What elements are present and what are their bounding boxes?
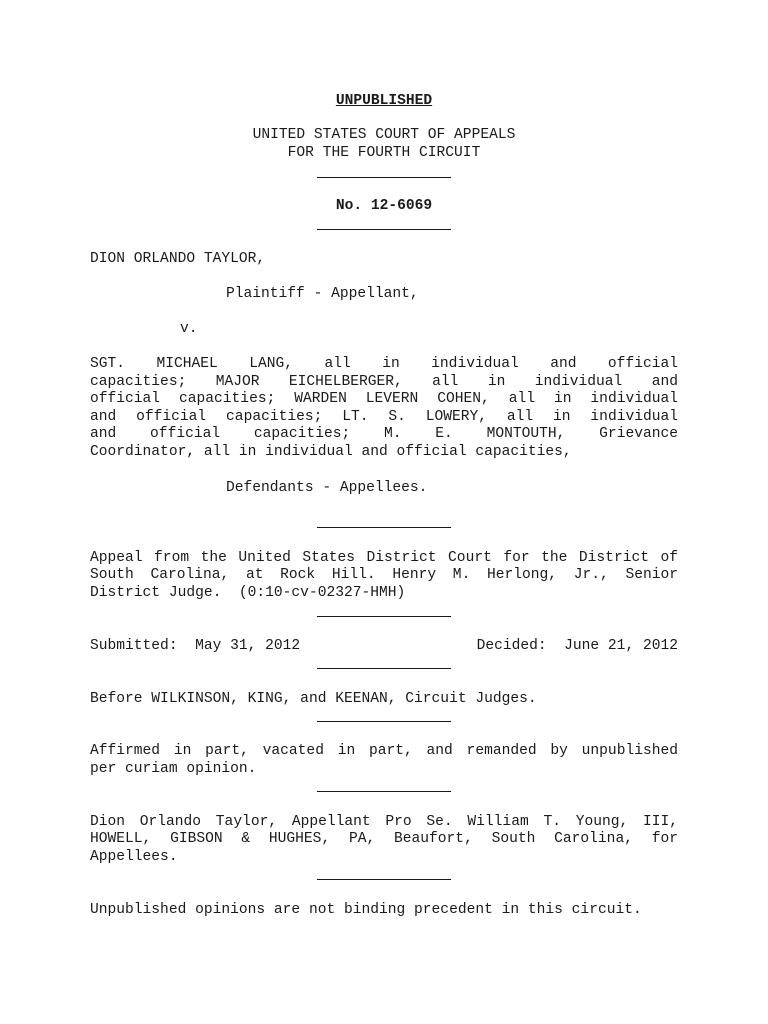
divider-rule (317, 721, 451, 722)
court-name-line1: UNITED STATES COURT OF APPEALS (252, 127, 516, 143)
appeal-line: Appeal from the United States District Court for the District of (90, 550, 678, 566)
case-number: No. 12-6069 (335, 198, 433, 214)
defendants-line: and official capacities; M. E. MONTOUTH, Grievance (90, 426, 678, 442)
plaintiff-name: DION ORLANDO TAYLOR, (90, 251, 266, 267)
defendants-line: SGT. MICHAEL LANG, all in individual and official (90, 356, 678, 372)
submitted-date: Submitted: May 31, 2012 (90, 638, 301, 654)
dates-row (90, 638, 678, 656)
counsel-line: Dion Orlando Taylor, Appellant Pro Se. William T. Young, III, (90, 814, 678, 830)
versus-label: v. (180, 321, 198, 337)
divider-rule (317, 527, 451, 528)
divider-rule (317, 668, 451, 669)
defendants-line: official capacities; WARDEN LEVERN COHEN, all in individual (90, 391, 678, 407)
defendants-line: and official capacities; LT. S. LOWERY, all in individual (90, 409, 678, 425)
appeal-line: South Carolina, at Rock Hill. Henry M. Herlong, Jr., Senior (90, 567, 678, 583)
counsel-line: HOWELL, GIBSON & HUGHES, PA, Beaufort, South Carolina, for (90, 831, 678, 847)
disposition-line: Affirmed in part, vacated in part, and remanded by unpublished (90, 743, 678, 759)
court-name-line2: FOR THE FOURTH CIRCUIT (287, 145, 481, 161)
defendants-line: Coordinator, all in individual and official capacities, (90, 444, 572, 460)
divider-rule (317, 879, 451, 880)
appeal-line: District Judge. (0:10-cv-02327-HMH) (90, 585, 406, 601)
decided-date: Decided: June 21, 2012 (476, 638, 678, 654)
counsel-line: Appellees. (90, 849, 178, 865)
divider-rule (317, 616, 451, 617)
divider-rule (317, 791, 451, 792)
defendants-role: Defendants - Appellees. (226, 480, 428, 496)
defendants-line: capacities; MAJOR EICHELBERGER, all in individual and (90, 374, 678, 390)
unpublished-heading: UNPUBLISHED (335, 93, 433, 109)
precedent-note: Unpublished opinions are not binding precedent in this circuit. (90, 902, 642, 918)
disposition-line: per curiam opinion. (90, 761, 257, 777)
plaintiff-role: Plaintiff - Appellant, (226, 286, 419, 302)
divider-rule (317, 229, 451, 230)
divider-rule (317, 177, 451, 178)
panel-judges: Before WILKINSON, KING, and KEENAN, Circuit Judges. (90, 691, 537, 707)
